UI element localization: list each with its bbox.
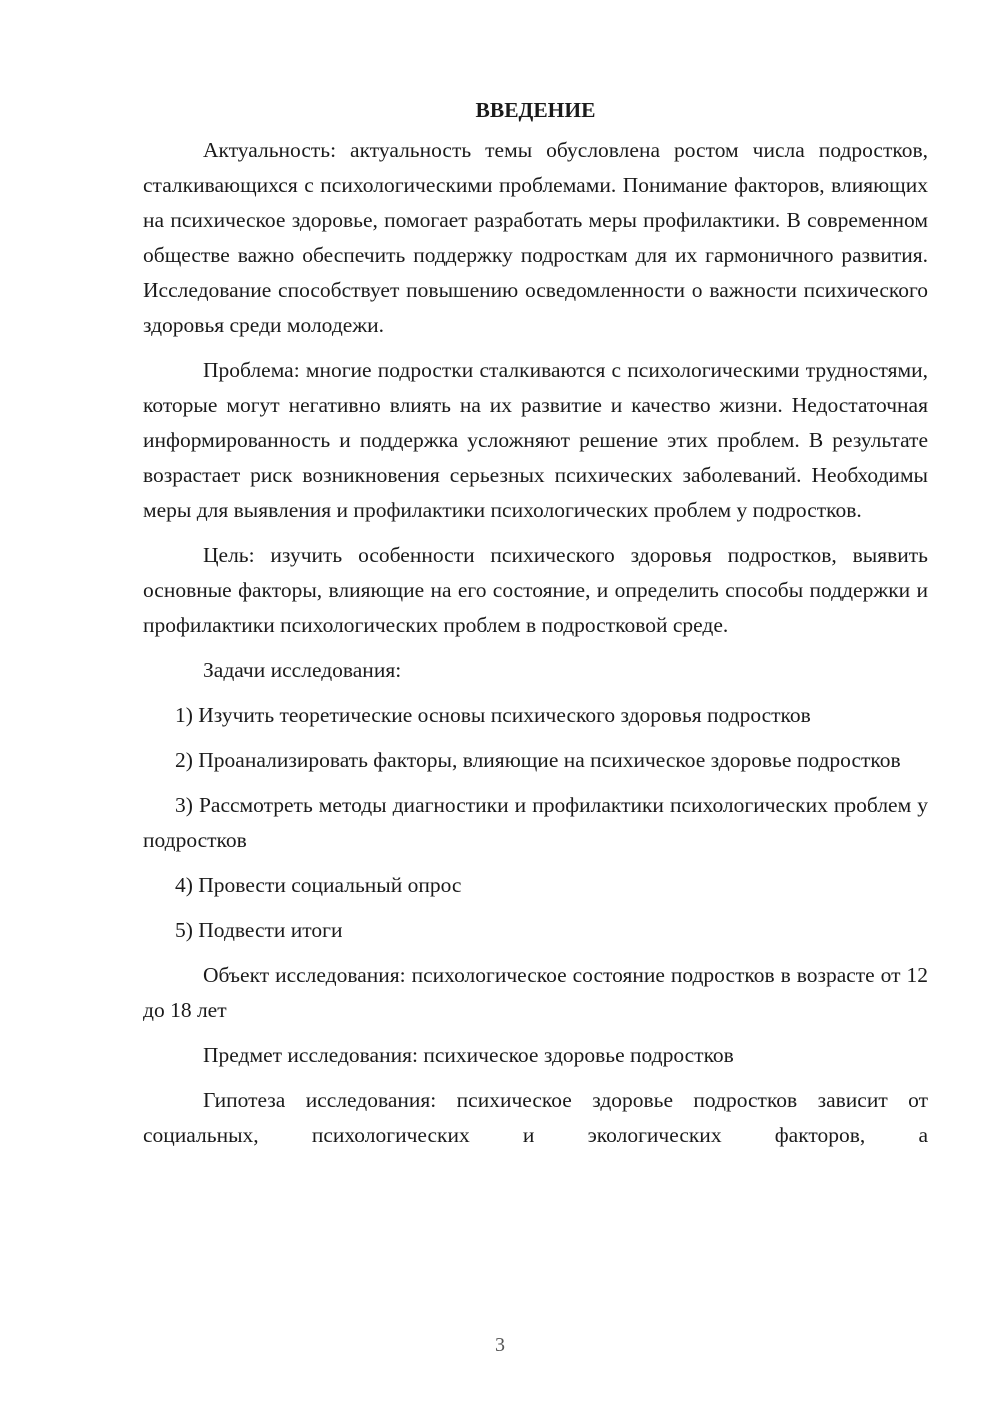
task-item-4: 4) Провести социальный опрос xyxy=(175,873,462,897)
task-item-5: 5) Подвести итоги xyxy=(175,918,343,942)
task-item-2: 2) Проанализировать факторы, влияющие на психическое здоровье подростков xyxy=(175,748,901,772)
paragraph-object: Объект исследования: психологическое состояние подростков в возрасте от 12 до 18 лет xyxy=(143,963,928,1022)
page-number: 3 xyxy=(495,1334,505,1356)
paragraph-hypothesis: Гипотеза исследования: психическое здоровье подростков зависит от социальных, психологических и экологических факторов, а xyxy=(143,1088,928,1147)
paragraph-problem: Проблема: многие подростки сталкиваются с психологическими трудностями, которые могут негативно влиять на их развитие и качество жизни. Недостаточная информированность и поддержка усложняют решение этих проблем. В результате возрастает риск возникновения серьезных психических заболеваний. Необходимы меры для выявления и профилактики психологических проблем у подростков. xyxy=(143,358,928,522)
task-item-1: 1) Изучить теоретические основы психического здоровья подростков xyxy=(175,703,811,727)
paragraph-tasks-title: Задачи исследования: xyxy=(203,658,402,682)
section-heading: ВВЕДЕНИЕ xyxy=(475,98,596,122)
paragraph-goal: Цель: изучить особенности психического здоровья подростков, выявить основные факторы, влияющие на его состояние, и определить способы поддержки и профилактики психологических проблем в подростковой среде. xyxy=(143,543,928,637)
paragraph-relevance: Актуальность: актуальность темы обусловлена ростом числа подростков, сталкивающихся с психологическими проблемами. Понимание факторов, влияющих на психическое здоровье, помогает разработать меры профилактики. В современном обществе важно обеспечить поддержку подросткам для их гармоничного развития. Исследование способствует повышению осведомленности о важности психического здоровья среди молодежи. xyxy=(143,138,928,337)
paragraph-subject: Предмет исследования: психическое здоровье подростков xyxy=(203,1043,734,1067)
task-item-3: 3) Рассмотреть методы диагностики и профилактики психологических проблем у подростков xyxy=(143,793,928,852)
page-content xyxy=(143,93,928,1153)
